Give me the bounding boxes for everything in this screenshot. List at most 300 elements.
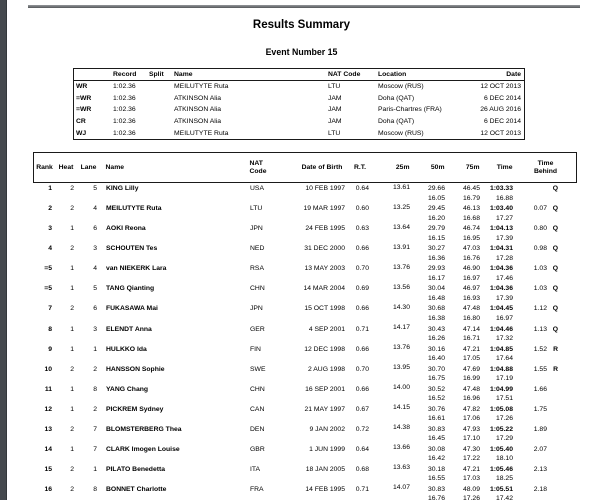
result-75m-split: 16.76	[462, 254, 480, 262]
result-75m-times	[449, 184, 484, 203]
results-header-50m: 50m	[430, 163, 445, 171]
result-time-value: 1:05.08	[489, 405, 513, 413]
result-last-split: 17.29	[495, 435, 513, 443]
result-final-time	[484, 284, 517, 303]
result-50m-times	[414, 204, 449, 223]
result-nat-code: JPN	[250, 225, 263, 233]
result-qualification-flag	[547, 425, 558, 434]
result-last-split: 16.88	[495, 194, 513, 202]
result-75m-times	[449, 204, 484, 223]
result-swimmer-name: FUKASAWA Mai	[106, 305, 158, 313]
result-heat: 1	[70, 405, 74, 413]
result-lane: 8	[93, 485, 97, 493]
result-75m-split: 16.68	[462, 214, 480, 222]
result-time-behind	[517, 224, 576, 233]
result-25m-time: 13.61	[392, 183, 410, 191]
result-75m-cumulative: 46.97	[462, 285, 480, 293]
result-final-time	[484, 445, 517, 464]
result-time-behind	[517, 284, 576, 293]
result-final-time	[484, 405, 517, 424]
records-table-header	[74, 69, 524, 81]
result-behind-value: 1.75	[533, 405, 547, 413]
result-75m-cumulative: 47.14	[462, 325, 480, 333]
record-location: Moscow (RUS)	[378, 129, 424, 137]
result-75m-split: 16.96	[462, 395, 480, 403]
result-last-split: 17.32	[495, 334, 513, 342]
result-75m-split: 17.05	[462, 354, 480, 362]
result-75m-times	[449, 445, 484, 464]
result-last-split: 18.10	[495, 455, 513, 463]
result-reaction-time: 0.64	[355, 445, 369, 453]
result-50m-cumulative: 30.70	[427, 365, 445, 373]
result-time-behind	[517, 385, 576, 394]
result-last-split: 18.25	[495, 475, 513, 483]
result-heat: 2	[70, 305, 74, 313]
result-75m-cumulative: 47.69	[462, 365, 480, 373]
result-heat: 1	[70, 385, 74, 393]
record-time: 1:02.36	[113, 83, 136, 91]
result-row	[35, 464, 576, 484]
result-nat-code: NED	[250, 245, 265, 253]
result-lane: 2	[93, 405, 97, 413]
result-75m-split: 16.93	[462, 294, 480, 302]
result-heat: 2	[70, 425, 74, 433]
result-rank: 1	[48, 185, 52, 193]
result-time-behind	[517, 365, 576, 374]
record-nat-code: JAM	[328, 106, 342, 114]
result-50m-split: 16.48	[427, 294, 445, 302]
result-last-split: 17.46	[495, 274, 513, 282]
record-row	[74, 81, 524, 93]
result-heat: 2	[70, 465, 74, 473]
result-row	[35, 263, 576, 283]
result-dob: 24 FEB 1995	[305, 225, 345, 233]
results-header-rank: Rank	[36, 163, 53, 171]
result-behind-value: 1.55	[533, 365, 547, 373]
result-nat-code: GBR	[250, 445, 265, 453]
event-number-subtitle: Event Number 15	[265, 47, 338, 57]
result-qualification-flag: Q	[552, 285, 558, 293]
result-25m-time: 13.95	[392, 364, 410, 372]
result-heat: 1	[70, 345, 74, 353]
result-50m-times	[414, 224, 449, 243]
record-row	[74, 93, 524, 105]
result-last-split: 17.51	[495, 395, 513, 403]
result-behind-value: 0.07	[533, 205, 547, 213]
result-75m-times	[449, 325, 484, 344]
result-25m-time: 13.91	[392, 243, 410, 251]
result-75m-cumulative: 46.13	[462, 205, 480, 213]
result-50m-cumulative: 30.52	[427, 385, 445, 393]
result-75m-cumulative: 47.21	[462, 465, 480, 473]
result-50m-split: 16.20	[427, 214, 445, 222]
result-50m-cumulative: 29.79	[427, 225, 445, 233]
record-location: Paris-Chartres (FRA)	[378, 106, 442, 114]
result-reaction-time: 0.70	[355, 265, 369, 273]
result-time-behind	[517, 425, 576, 434]
result-75m-split: 16.71	[462, 334, 480, 342]
result-last-split: 17.28	[495, 254, 513, 262]
result-final-time	[484, 264, 517, 283]
result-25m-time: 13.64	[392, 223, 410, 231]
result-50m-cumulative: 30.08	[427, 445, 445, 453]
result-75m-cumulative: 46.45	[462, 185, 480, 193]
result-dob: 18 JAN 2005	[305, 465, 345, 473]
result-qualification-flag: Q	[552, 305, 558, 313]
result-dob: 4 SEP 2001	[308, 325, 345, 333]
result-qualification-flag: Q	[552, 185, 558, 193]
record-location: Moscow (RUS)	[378, 83, 424, 91]
result-reaction-time: 0.68	[355, 465, 369, 473]
result-final-time	[484, 485, 517, 504]
result-50m-split: 16.36	[427, 254, 445, 262]
result-reaction-time: 0.66	[355, 245, 369, 253]
result-last-split: 17.39	[495, 294, 513, 302]
result-dob: 14 FEB 1995	[305, 485, 345, 493]
result-50m-split: 16.15	[427, 234, 445, 242]
result-row	[35, 424, 576, 444]
result-75m-split: 17.26	[462, 495, 480, 503]
result-final-time	[484, 365, 517, 384]
result-75m-split: 16.99	[462, 375, 480, 383]
result-reaction-time: 0.63	[355, 225, 369, 233]
result-25m-time: 14.07	[392, 484, 410, 492]
results-header-time-behind: Time Behind	[533, 159, 558, 175]
result-25m-time: 13.66	[392, 444, 410, 452]
result-50m-split: 16.40	[427, 354, 445, 362]
results-table-body	[35, 183, 576, 504]
result-final-time	[484, 204, 517, 223]
result-50m-cumulative: 30.83	[427, 485, 445, 493]
result-time-behind	[517, 445, 576, 454]
result-75m-cumulative: 47.93	[462, 425, 480, 433]
result-behind-value: 2.18	[533, 485, 547, 493]
result-qualification-flag	[547, 405, 558, 414]
result-heat: 2	[70, 205, 74, 213]
result-50m-times	[414, 485, 449, 504]
record-row	[74, 127, 524, 139]
result-final-time	[484, 224, 517, 243]
result-75m-times	[449, 244, 484, 263]
result-lane: 7	[93, 445, 97, 453]
records-header-location: Location	[378, 71, 407, 78]
result-nat-code: SWE	[250, 365, 266, 373]
result-nat-code: LTU	[250, 205, 263, 213]
result-time-value: 1:03.40	[489, 205, 513, 213]
result-last-split: 17.64	[495, 354, 513, 362]
result-reaction-time: 0.70	[355, 365, 369, 373]
result-dob: 1 JUN 1999	[309, 445, 345, 453]
result-50m-split: 16.52	[427, 395, 445, 403]
result-lane: 4	[93, 205, 97, 213]
result-row	[35, 444, 576, 464]
result-25m-time: 14.17	[392, 324, 410, 332]
result-row	[35, 223, 576, 243]
result-50m-times	[414, 365, 449, 384]
result-75m-times	[449, 405, 484, 424]
result-time-value: 1:04.46	[489, 325, 513, 333]
result-row	[35, 203, 576, 223]
record-type: WR	[76, 83, 88, 91]
result-swimmer-name: AOKI Reona	[106, 225, 146, 233]
result-25m-time: 13.63	[392, 464, 410, 472]
record-date: 12 OCT 2013	[480, 129, 521, 137]
viewer-edge-strip	[0, 0, 7, 500]
result-50m-split: 16.26	[427, 334, 445, 342]
record-nat-code: JAM	[328, 118, 342, 126]
result-last-split: 16.97	[495, 314, 513, 322]
result-50m-cumulative: 30.16	[427, 345, 445, 353]
record-row	[74, 104, 524, 116]
result-time-behind	[517, 184, 576, 193]
result-50m-cumulative: 30.76	[427, 405, 445, 413]
record-date: 6 DEC 2014	[483, 118, 521, 126]
result-lane: 6	[93, 225, 97, 233]
result-reaction-time: 0.71	[355, 325, 369, 333]
result-qualification-flag	[547, 465, 558, 474]
result-qualification-flag	[547, 385, 558, 394]
result-50m-times	[414, 405, 449, 424]
page-top-rule	[28, 5, 580, 8]
result-75m-split: 17.06	[462, 415, 480, 423]
result-nat-code: USA	[250, 185, 264, 193]
result-row	[35, 283, 576, 303]
result-heat: 2	[70, 245, 74, 253]
result-time-value: 1:05.46	[489, 465, 513, 473]
records-header-date: Date	[506, 71, 521, 78]
result-50m-split: 16.75	[427, 375, 445, 383]
result-last-split: 17.19	[495, 375, 513, 383]
result-last-split: 17.39	[495, 234, 513, 242]
result-50m-split: 16.05	[427, 194, 445, 202]
result-reaction-time: 0.69	[355, 285, 369, 293]
result-75m-times	[449, 264, 484, 283]
result-rank: =5	[44, 265, 52, 273]
result-final-time	[484, 345, 517, 364]
result-50m-cumulative: 30.18	[427, 465, 445, 473]
result-final-time	[484, 465, 517, 484]
result-rank: 13	[44, 425, 52, 433]
result-final-time	[484, 425, 517, 444]
record-date: 12 OCT 2013	[480, 83, 521, 91]
result-lane: 5	[93, 185, 97, 193]
result-75m-cumulative: 47.30	[462, 445, 480, 453]
result-final-time	[484, 325, 517, 344]
result-time-value: 1:05.22	[489, 425, 513, 433]
result-75m-split: 17.10	[462, 435, 480, 443]
results-header-time: Time	[496, 163, 513, 171]
record-location: Doha (QAT)	[378, 118, 415, 126]
record-type: =WR	[76, 106, 92, 114]
result-50m-split: 16.76	[427, 495, 445, 503]
result-last-split: 17.27	[495, 214, 513, 222]
result-time-value: 1:04.99	[489, 385, 513, 393]
result-50m-split: 16.55	[427, 475, 445, 483]
result-nat-code: CAN	[250, 405, 265, 413]
result-75m-times	[449, 485, 484, 504]
result-nat-code: GER	[250, 325, 265, 333]
result-swimmer-name: BONNET Charlotte	[106, 485, 167, 493]
result-swimmer-name: BLOMSTERBERG Thea	[106, 425, 182, 433]
result-behind-value: 2.07	[533, 445, 547, 453]
result-behind-value: 0.98	[533, 245, 547, 253]
result-rank: 16	[44, 485, 52, 493]
result-row	[35, 343, 576, 363]
result-qualification-flag: Q	[552, 265, 558, 273]
result-rank: 9	[48, 345, 52, 353]
result-reaction-time: 0.67	[355, 405, 369, 413]
result-time-value: 1:04.88	[489, 365, 513, 373]
records-table	[73, 68, 525, 140]
result-heat: 2	[70, 485, 74, 493]
result-dob: 13 MAY 2003	[304, 265, 345, 273]
result-rank: 7	[48, 305, 52, 313]
result-final-time	[484, 244, 517, 263]
result-reaction-time: 0.71	[355, 485, 369, 493]
result-nat-code: CHN	[250, 285, 265, 293]
result-time-value: 1:04.36	[489, 285, 513, 293]
result-heat: 2	[70, 365, 74, 373]
records-header-record: Record	[113, 71, 137, 78]
result-25m-time: 13.76	[392, 263, 410, 271]
result-75m-times	[449, 345, 484, 364]
result-behind-value: 1.03	[533, 285, 547, 293]
result-time-behind	[517, 244, 576, 253]
result-75m-cumulative: 47.21	[462, 345, 480, 353]
result-25m-time: 14.00	[392, 384, 410, 392]
result-dob: 12 DEC 1998	[304, 345, 345, 353]
record-holder-name: ATKINSON Alia	[174, 106, 222, 114]
records-header-split: Split	[149, 71, 164, 78]
result-time-value: 1:04.36	[489, 265, 513, 273]
result-qualification-flag: Q	[552, 225, 558, 233]
result-50m-times	[414, 244, 449, 263]
result-75m-cumulative: 47.03	[462, 245, 480, 253]
result-50m-times	[414, 465, 449, 484]
result-nat-code: CHN	[250, 385, 265, 393]
result-rank: 2	[48, 205, 52, 213]
result-reaction-time: 0.66	[355, 345, 369, 353]
result-dob: 19 MAR 1997	[303, 205, 345, 213]
record-time: 1:02.36	[113, 106, 136, 114]
result-time-value: 1:04.31	[489, 245, 513, 253]
result-last-split: 17.26	[495, 415, 513, 423]
result-75m-cumulative: 47.48	[462, 385, 480, 393]
result-75m-times	[449, 465, 484, 484]
result-50m-cumulative: 30.43	[427, 325, 445, 333]
result-lane: 1	[93, 465, 97, 473]
record-time: 1:02.36	[113, 94, 136, 102]
result-reaction-time: 0.66	[355, 305, 369, 313]
result-25m-time: 13.56	[392, 283, 410, 291]
result-50m-times	[414, 445, 449, 464]
result-50m-split: 16.61	[427, 415, 445, 423]
result-row	[35, 303, 576, 323]
page-title: Results Summary	[252, 19, 351, 31]
result-last-split: 17.42	[495, 495, 513, 503]
record-time: 1:02.36	[113, 129, 136, 137]
results-header-dob: Date of Birth	[301, 163, 343, 171]
result-heat: 2	[70, 185, 74, 193]
result-dob: 31 DEC 2000	[304, 245, 345, 253]
result-final-time	[484, 304, 517, 323]
result-reaction-time: 0.64	[355, 185, 369, 193]
result-row	[35, 404, 576, 424]
result-50m-cumulative: 30.68	[427, 305, 445, 313]
result-lane: 3	[93, 245, 97, 253]
result-nat-code: ITA	[250, 465, 261, 473]
result-75m-split: 17.22	[462, 455, 480, 463]
result-25m-time: 14.15	[392, 404, 410, 412]
results-table-header	[33, 152, 577, 183]
results-header-lane: Lane	[80, 163, 97, 171]
result-50m-cumulative: 30.04	[427, 285, 445, 293]
result-lane: 8	[93, 385, 97, 393]
results-header-nat-code: NAT Code	[249, 159, 267, 175]
result-75m-cumulative: 48.09	[462, 485, 480, 493]
result-time-behind	[517, 204, 576, 213]
result-rank: 4	[48, 245, 52, 253]
result-behind-value: 0.80	[533, 225, 547, 233]
result-time-value: 1:05.51	[489, 485, 513, 493]
result-time-value: 1:05.40	[489, 445, 513, 453]
record-holder-name: MEILUTYTE Ruta	[174, 129, 229, 137]
record-row	[74, 116, 524, 128]
result-heat: 1	[70, 265, 74, 273]
result-rank: 14	[44, 445, 52, 453]
record-date: 6 DEC 2014	[483, 94, 521, 102]
result-heat: 1	[70, 325, 74, 333]
result-row	[35, 484, 576, 504]
result-time-behind	[517, 485, 576, 494]
result-time-behind	[517, 405, 576, 414]
result-dob: 16 SEP 2001	[305, 385, 345, 393]
result-rank: 8	[48, 325, 52, 333]
results-header-75m: 75m	[465, 163, 480, 171]
result-50m-times	[414, 425, 449, 444]
result-75m-split: 16.95	[462, 234, 480, 242]
result-75m-cumulative: 47.48	[462, 305, 480, 313]
result-50m-cumulative: 29.93	[427, 265, 445, 273]
result-qualification-flag	[547, 485, 558, 494]
result-lane: 2	[93, 365, 97, 373]
result-swimmer-name: PICKREM Sydney	[106, 405, 164, 413]
result-50m-times	[414, 304, 449, 323]
result-time-behind	[517, 345, 576, 354]
result-lane: 4	[93, 265, 97, 273]
result-swimmer-name: CLARK Imogen Louise	[106, 445, 180, 453]
result-50m-times	[414, 325, 449, 344]
results-header-rt: R.T.	[353, 163, 367, 171]
result-50m-split: 16.42	[427, 455, 445, 463]
result-time-behind	[517, 465, 576, 474]
result-heat: 1	[70, 225, 74, 233]
result-75m-times	[449, 365, 484, 384]
result-final-time	[484, 184, 517, 203]
result-lane: 5	[93, 285, 97, 293]
result-swimmer-name: KING Lilly	[106, 185, 139, 193]
result-swimmer-name: MEILUTYTE Ruta	[106, 205, 162, 213]
result-nat-code: DEN	[250, 425, 265, 433]
result-50m-split: 16.17	[427, 274, 445, 282]
result-75m-times	[449, 304, 484, 323]
result-row	[35, 383, 576, 403]
result-swimmer-name: PILATO Benedetta	[106, 465, 166, 473]
result-reaction-time: 0.72	[355, 425, 369, 433]
result-25m-time: 13.76	[392, 344, 410, 352]
result-row	[35, 183, 576, 203]
result-rank: 3	[48, 225, 52, 233]
